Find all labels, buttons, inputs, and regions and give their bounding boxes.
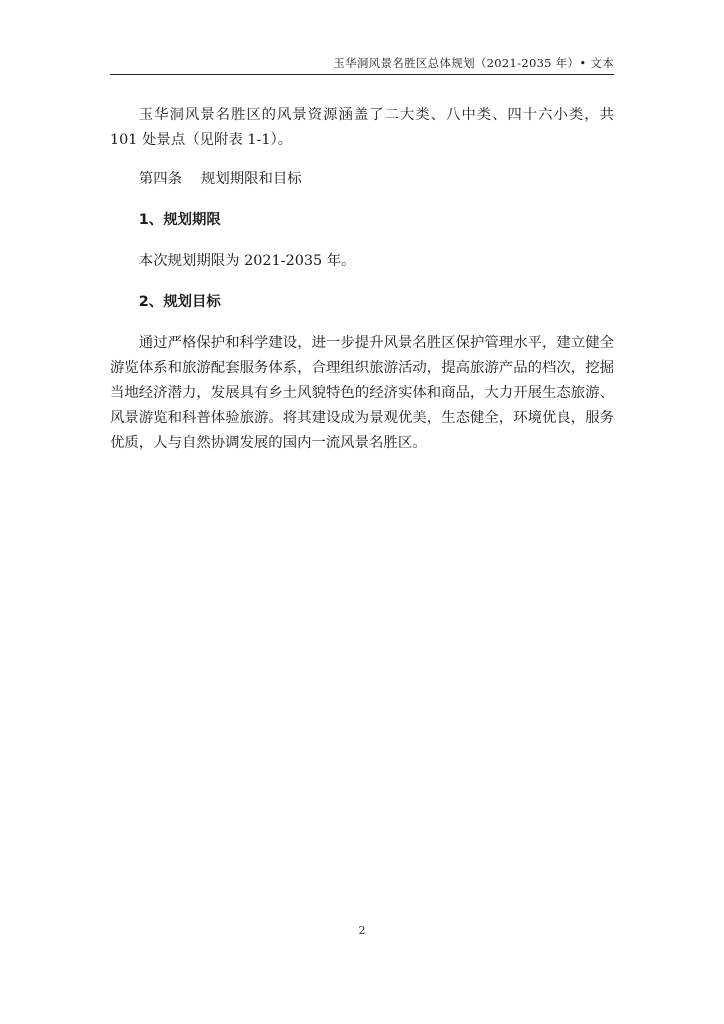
section-heading-planning-goals: 2、规划目标 (138, 294, 221, 310)
article-heading: 第四条 规划期限和目标 (138, 171, 302, 187)
page-content (110, 103, 614, 456)
planning-period-text: 本次规划期限为 2021-2035 年。 (138, 253, 356, 269)
running-header: 玉华洞风景名胜区总体规划（2021-2035 年）• 文本 (333, 56, 614, 70)
spacer (110, 233, 614, 249)
spacer (110, 315, 614, 331)
intro-paragraph: 玉华洞风景名胜区的风景资源涵盖了二大类、八中类、四十六小类，共 101 处景点（见附表 1-1）。 (110, 107, 614, 148)
planning-goals-text: 通过严格保护和科学建设，进一步提升风景名胜区保护管理水平，建立健全游览体系和旅游配套服务体系，合理组织旅游活动，提高旅游产品的档次，挖掘当地经济潜力，发展具有乡土风貌特色的经济实体和商品，大力开展生态旅游、风景游览和科普体验旅游。将其建设成为景观优美，生态健全，环境优良，服务优质，人与自然协调发展的国内一流风景名胜区。 (110, 335, 614, 451)
spacer (110, 274, 614, 290)
header-divider (110, 74, 614, 75)
section-heading-planning-period: 1、规划期限 (138, 212, 221, 228)
spacer (110, 153, 614, 167)
spacer (110, 192, 614, 208)
page-number: 2 (358, 924, 366, 937)
